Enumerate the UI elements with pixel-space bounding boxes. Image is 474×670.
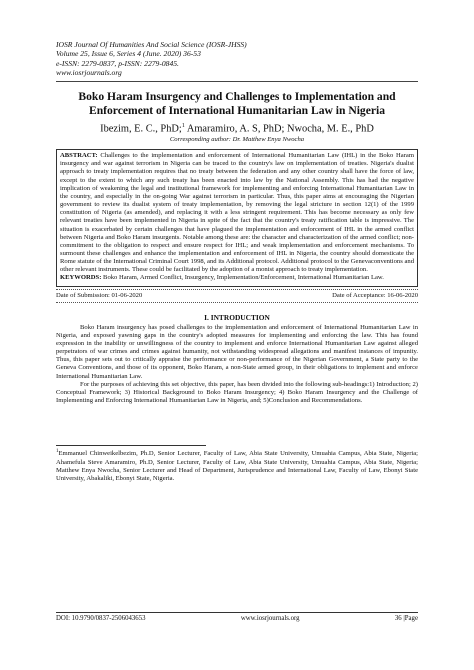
paper-page — [56, 40, 418, 483]
author-footnote-marker[interactable]: 1 — [181, 122, 185, 129]
footer-rule — [56, 612, 418, 613]
footnote-marker: 1 — [56, 449, 59, 455]
journal-issn: e-ISSN: 2279-0837, p-ISSN: 2279-0845. — [56, 58, 179, 68]
footnote — [56, 448, 418, 483]
dotted-separator-bottom — [56, 302, 418, 303]
intro-paragraph-1: Boko Haram insurgency has posed challenges to the implementation and enforcement of International Humanitarian Law in Nigeria, and exposed yawning gaps in the country's adopted measures for implementing and enforcing the law. This has found expression in the inability or unwillingness of the country to implement and enforce International Humanitarian Law against alleged perpetrators of war crimes and crimes against humanity, not withstanding widespread allegations and manifest instances of impunity. Thus, this paper sets out to critically appraise the performance or non-performance of the Nigerian Government, a State party to the Geneva Conventions, and those of its opponent, Boko Haram, a non-State armed group, in their obligations to implement and enforce International Humanitarian Law. — [56, 323, 418, 380]
section-heading-introduction: I. INTRODUCTION — [204, 312, 270, 322]
abstract-box — [56, 149, 418, 287]
journal-header — [56, 40, 418, 78]
acceptance-date: Date of Acceptance: 16-06-2020 — [332, 291, 418, 299]
corresponding-author: Corresponding author: Dr. Matthew Enya Nwocha — [169, 136, 305, 144]
first-author: Ibezim, E. C., PhD; — [100, 123, 182, 135]
abstract-text: Challenges to the implementation and enforcement of International Humanitarian Law (IHL) in the Boko Haram insurgency and war against terrorism in Nigeria can be traced to the country's law on implementation of treaties. Nigeria's dualist approach to treaty implementation requires that no treaty between the federation and any other country shall have the force of law, except to the extent to which any such treaty has been enacted into law by the National Assembly. This has had the negative implication of weakening the legal and institutional framework for implementing and enforcing International Humanitarian Law in the country, and especially in the on-going War against terrorism in particular. Thus, this paper aims at encouraging the Nigerian government to review its dualist system of treaty implementation, by removing the legal stricture in section 12(1) of the 1999 constitution of Nigeria (as amended), and replacing it with a less stringent requirement. This has become necessary as only few relevant treaties have been implemented in Nigeria in spite of the fact that the country's treaty ratification table is impressive. The situation is exacerbated by certain challenges that have plagued the implementation and enforcement of IHL in the armed conflict between Nigeria and Boko Haram insurgents. Notable among these are: the character and characterization of the armed conflict; non-commitment to the obligation to respect and ensure respect for IHL; and weak implementation and enforcement mechanisms. To surmount these challenges and enhance the implementation and enforcement of IHL in Nigeria, the country should domesticate the Rome statute of the International Criminal Court 1998, and its Additional protocol. Additional protocol to the Genevaconventions and other relevant instruments. These could be facilitated by the adoption of a monist approach to treaty implementation. — [60, 152, 414, 274]
footnote-rule — [56, 445, 206, 446]
author-line — [56, 123, 418, 134]
header-rule — [56, 81, 418, 82]
abstract-label: ABSTRACT: — [60, 152, 98, 160]
keywords-label: KEYWORDS: — [60, 274, 102, 282]
footer-row — [56, 615, 418, 622]
intro-paragraph-2: For the purposes of achieving this set objective, this paper, has been divided into the following sub-headings:1) Introduction; 2) Conceptual Framework; 3) Historical Background to Boko Haram Insurgency; 4) Boko Haram Insurgency and the Challenge of Implementing and Enforcing International Humanitarian Law in Nigeria, and; 5)Conclusion and Recommendations. — [56, 380, 418, 404]
other-authors: Amaramiro, A. S, PhD; Nwocha, M. E., PhD — [184, 123, 374, 135]
keywords-text: Boko Haram, Armed Conflict, Insurgency, Implementation/Enforcement, International Humanitarian Law. — [101, 274, 384, 282]
dotted-separator-top — [56, 289, 418, 290]
footer-website[interactable]: www.iosrjournals.org — [240, 615, 300, 622]
journal-name: IOSR Journal Of Humanities And Social Science (IOSR-JHSS) — [56, 40, 247, 49]
footer-page-number: 36 |Page — [394, 615, 418, 622]
journal-website[interactable]: www.iosrjournals.org — [56, 68, 122, 78]
dates-row — [56, 292, 418, 300]
introduction-body — [56, 324, 418, 406]
journal-volume: Volume 25, Issue 6, Series 4 (June. 2020) 36-53 — [56, 49, 201, 59]
footnote-text: Emmanuel Chinweikelbezim, Ph.D, Senior Lecturer, Faculty of Law, Abia State University, Umuahia Campus, Abia State, Nigeria; Ahamefula Steve Amaramiro, Ph.D, Senior Lecturer, Faculty of Law, Abia State University, Umuahia Campus, Abia State, Nigeria; Matthew Enya Nwocha, Senior Lecturer and Head of Department, Jurisprudence and International Law, Faculty of Law, Ebonyi State University, Abakaliki, Ebonyi State, Nigeria. — [56, 450, 418, 482]
submission-date: Date of Submission: 01-06-2020 — [56, 291, 143, 299]
footer-doi[interactable]: DOI: 10.9790/0837-2506043653 — [56, 615, 146, 622]
paper-title: Boko Haram Insurgency and Challenges to Implementation and Enforcement of International Humanitarian Law in Nigeria — [78, 89, 396, 117]
page-footer — [56, 612, 418, 622]
